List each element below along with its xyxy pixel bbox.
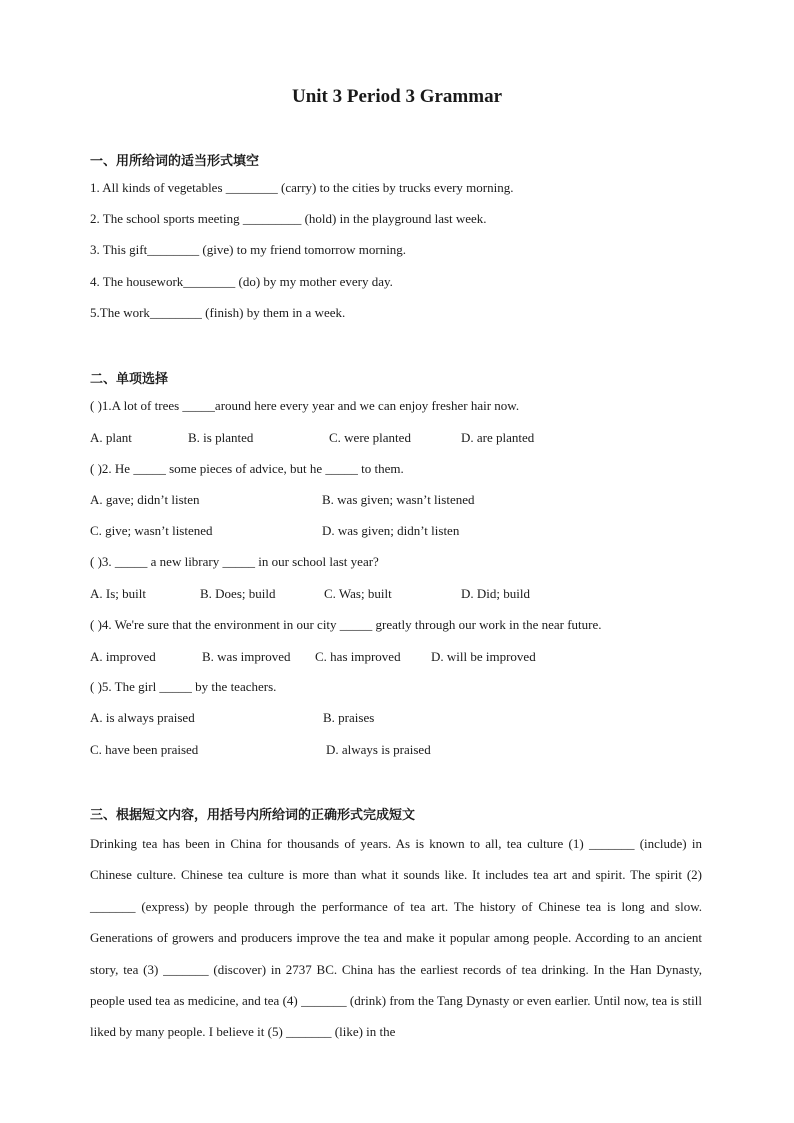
mc4-option-d: D. will be improved [431, 649, 536, 664]
mc5-option-d: D. always is praised [326, 742, 431, 757]
mc4-option-c: C. has improved [315, 649, 401, 664]
fill-item-3: 3. This gift________ (give) to my friend tomorrow morning. [90, 242, 407, 257]
fill-item-1: 1. All kinds of vegetables ________ (carry) to the cities by trucks every morning. [90, 180, 514, 195]
section1-heading: 一、用所给词的适当形式填空 [90, 154, 260, 169]
fill-item-4: 4. The housework________ (do) by my mother every day. [90, 274, 393, 289]
mc2-option-d: D. was given; didn’t listen [322, 523, 460, 538]
mc1-option-d: D. are planted [461, 430, 535, 445]
mc-question-5: ( )5. The girl _____ by the teachers. [90, 679, 277, 694]
mc3-option-b: B. Does; build [200, 586, 276, 601]
mc3-option-a: A. Is; built [90, 586, 146, 601]
page-title: Unit 3 Period 3 Grammar [291, 86, 502, 107]
mc2-option-a: A. gave; didn’t listen [90, 492, 200, 507]
mc5-option-c: C. have been praised [90, 742, 199, 757]
mc2-option-b: B. was given; wasn’t listened [322, 492, 475, 507]
mc1-option-b: B. is planted [188, 430, 254, 445]
mc3-option-c: C. Was; built [324, 586, 392, 601]
mc1-option-a: A. plant [90, 430, 132, 445]
mc1-option-c: C. were planted [329, 430, 411, 445]
mc4-option-b: B. was improved [202, 649, 291, 664]
mc-question-4: ( )4. We're sure that the environment in our city _____ greatly through our work in the near future. [90, 617, 602, 632]
mc2-option-c: C. give; wasn’t listened [90, 523, 213, 538]
section2-heading: 二、单项选择 [90, 372, 169, 387]
mc5-option-a: A. is always praised [90, 710, 195, 725]
section3-heading: 三、根据短文内容，用括号内所给词的正确形式完成短文 [90, 808, 416, 823]
mc3-option-d: D. Did; build [461, 586, 530, 601]
mc4-option-a: A. improved [90, 649, 156, 664]
fill-item-2: 2. The school sports meeting _________ (hold) in the playground last week. [90, 211, 487, 226]
cloze-passage: Drinking tea has been in China for thousands of years. As is known to all, tea culture (1) _______ (include) in Chinese culture. Chinese tea culture is more than what it sounds like. It includes tea art and spirit. The spirit (2) _______ (express) by people through the performance of tea art. The history of Chinese tea is long and slow. Generations of growers and producers improve the tea and make it popular among people. According to an ancient story, tea (3) _______ (discover) in 2737 BC. China has the earliest records of tea drinking. In the Han Dynasty, people used tea as medicine, and tea (4) _______ (drink) from the Tang Dynasty or even earlier. Until now, tea is still liked by many people. I believe it (5) _______ (like) in the [90, 836, 702, 1040]
mc5-option-b: B. praises [323, 710, 375, 725]
mc-question-2: ( )2. He _____ some pieces of advice, but he _____ to them. [90, 461, 404, 476]
mc-question-1: ( )1.A lot of trees _____around here every year and we can enjoy fresher hair now. [90, 398, 520, 413]
mc-question-3: ( )3. _____ a new library _____ in our school last year? [90, 554, 379, 569]
fill-item-5: 5.The work________ (finish) by them in a week. [90, 305, 346, 320]
